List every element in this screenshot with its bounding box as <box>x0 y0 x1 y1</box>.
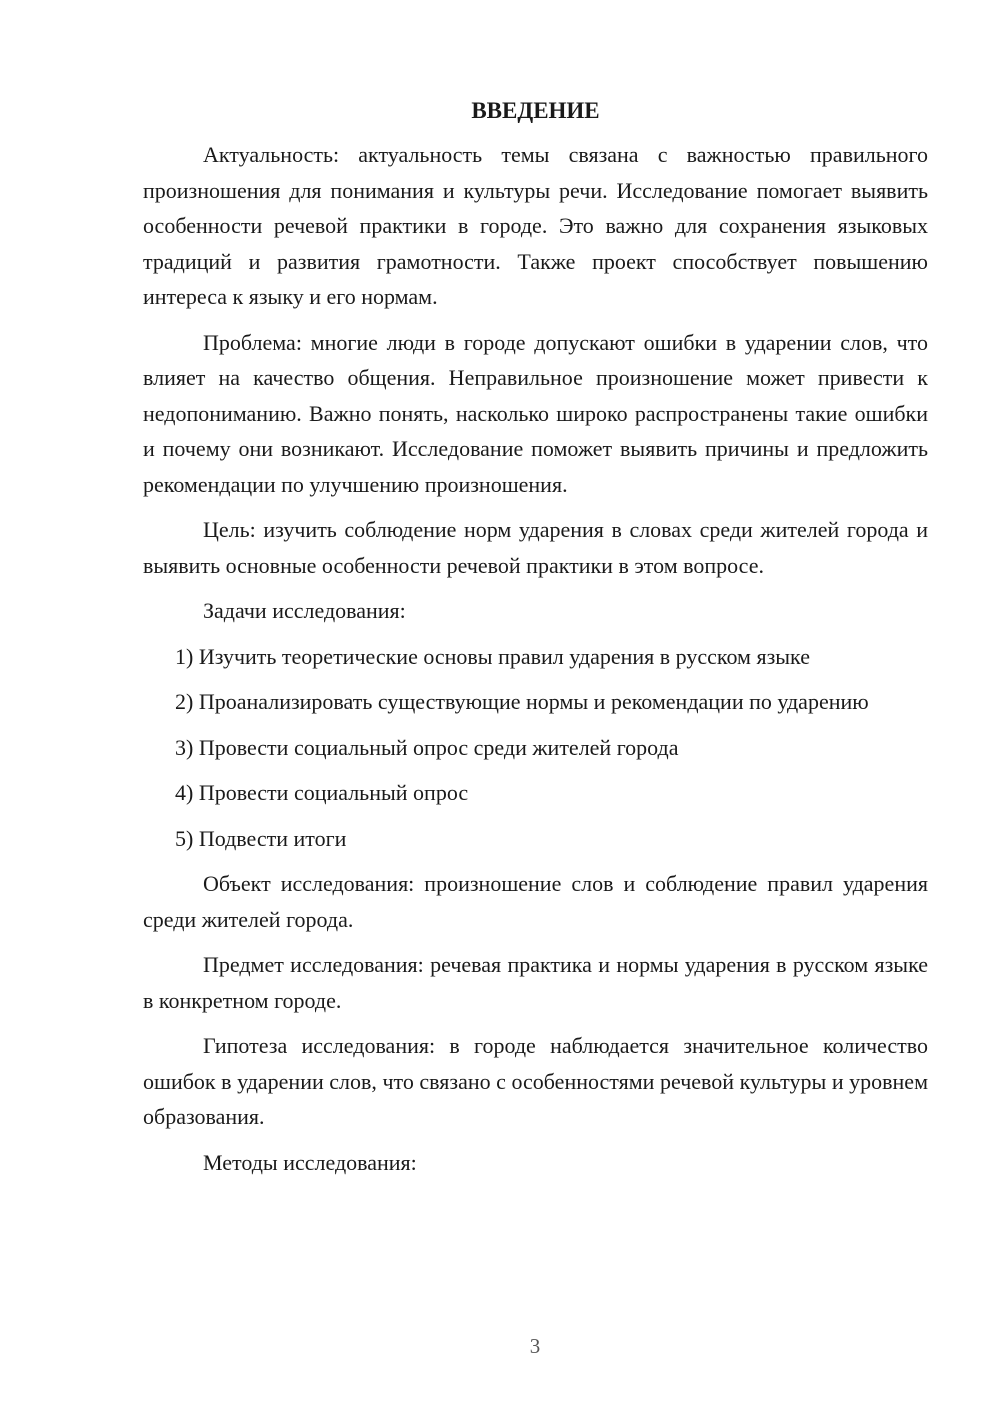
paragraph-methods: Методы исследования: <box>203 1149 417 1175</box>
paragraph-problem: Проблема: многие люди в городе допускают ошибки в ударении слов, что влияет на качество общения. Неправильное произношение может привести к недопониманию. Важно понять, насколько широко распространены такие ошибки и почему они возникают. Исследование поможет выявить причины и предложить рекомендации по улучшению произношения. <box>143 329 928 497</box>
task-item-4: 4) Провести социальный опрос <box>175 780 469 805</box>
paragraph-goal: Цель: изучить соблюдение норм ударения в словах среди жителей города и выявить основные особенности речевой практики в этом вопросе. <box>143 517 928 578</box>
paragraph-hypothesis: Гипотеза исследования: в городе наблюдается значительное количество ошибок в ударении слов, что связано с особенностями речевой культуры и уровнем образования. <box>143 1033 928 1129</box>
paragraph-tasks-heading: Задачи исследования: <box>203 598 406 623</box>
paragraph-subject: Предмет исследования: речевая практика и нормы ударения в русском языке в конкретном городе. <box>143 952 928 1013</box>
document-page <box>143 95 928 1190</box>
task-item-2: 2) Проанализировать существующие нормы и рекомендации по ударению <box>175 689 869 714</box>
task-item-1: 1) Изучить теоретические основы правил ударения в русском языке <box>175 643 810 669</box>
task-item-3: 3) Провести социальный опрос среди жителей города <box>175 734 679 760</box>
task-item-5: 5) Подвести итоги <box>175 825 347 851</box>
section-title: ВВЕДЕНИЕ <box>471 98 600 123</box>
paragraph-object: Объект исследования: произношение слов и соблюдение правил ударения среди жителей города. <box>143 871 928 932</box>
paragraph-relevance: Актуальность: актуальность темы связана с важностью правильного произношения для понимания и культуры речи. Исследование помогает выявить особенности речевой практики в городе. Это важно для сохранения языковых традиций и развития грамотности. Также проект способствует повышению интереса к языку и его нормам. <box>143 142 928 309</box>
page-number: 3 <box>529 1334 541 1358</box>
